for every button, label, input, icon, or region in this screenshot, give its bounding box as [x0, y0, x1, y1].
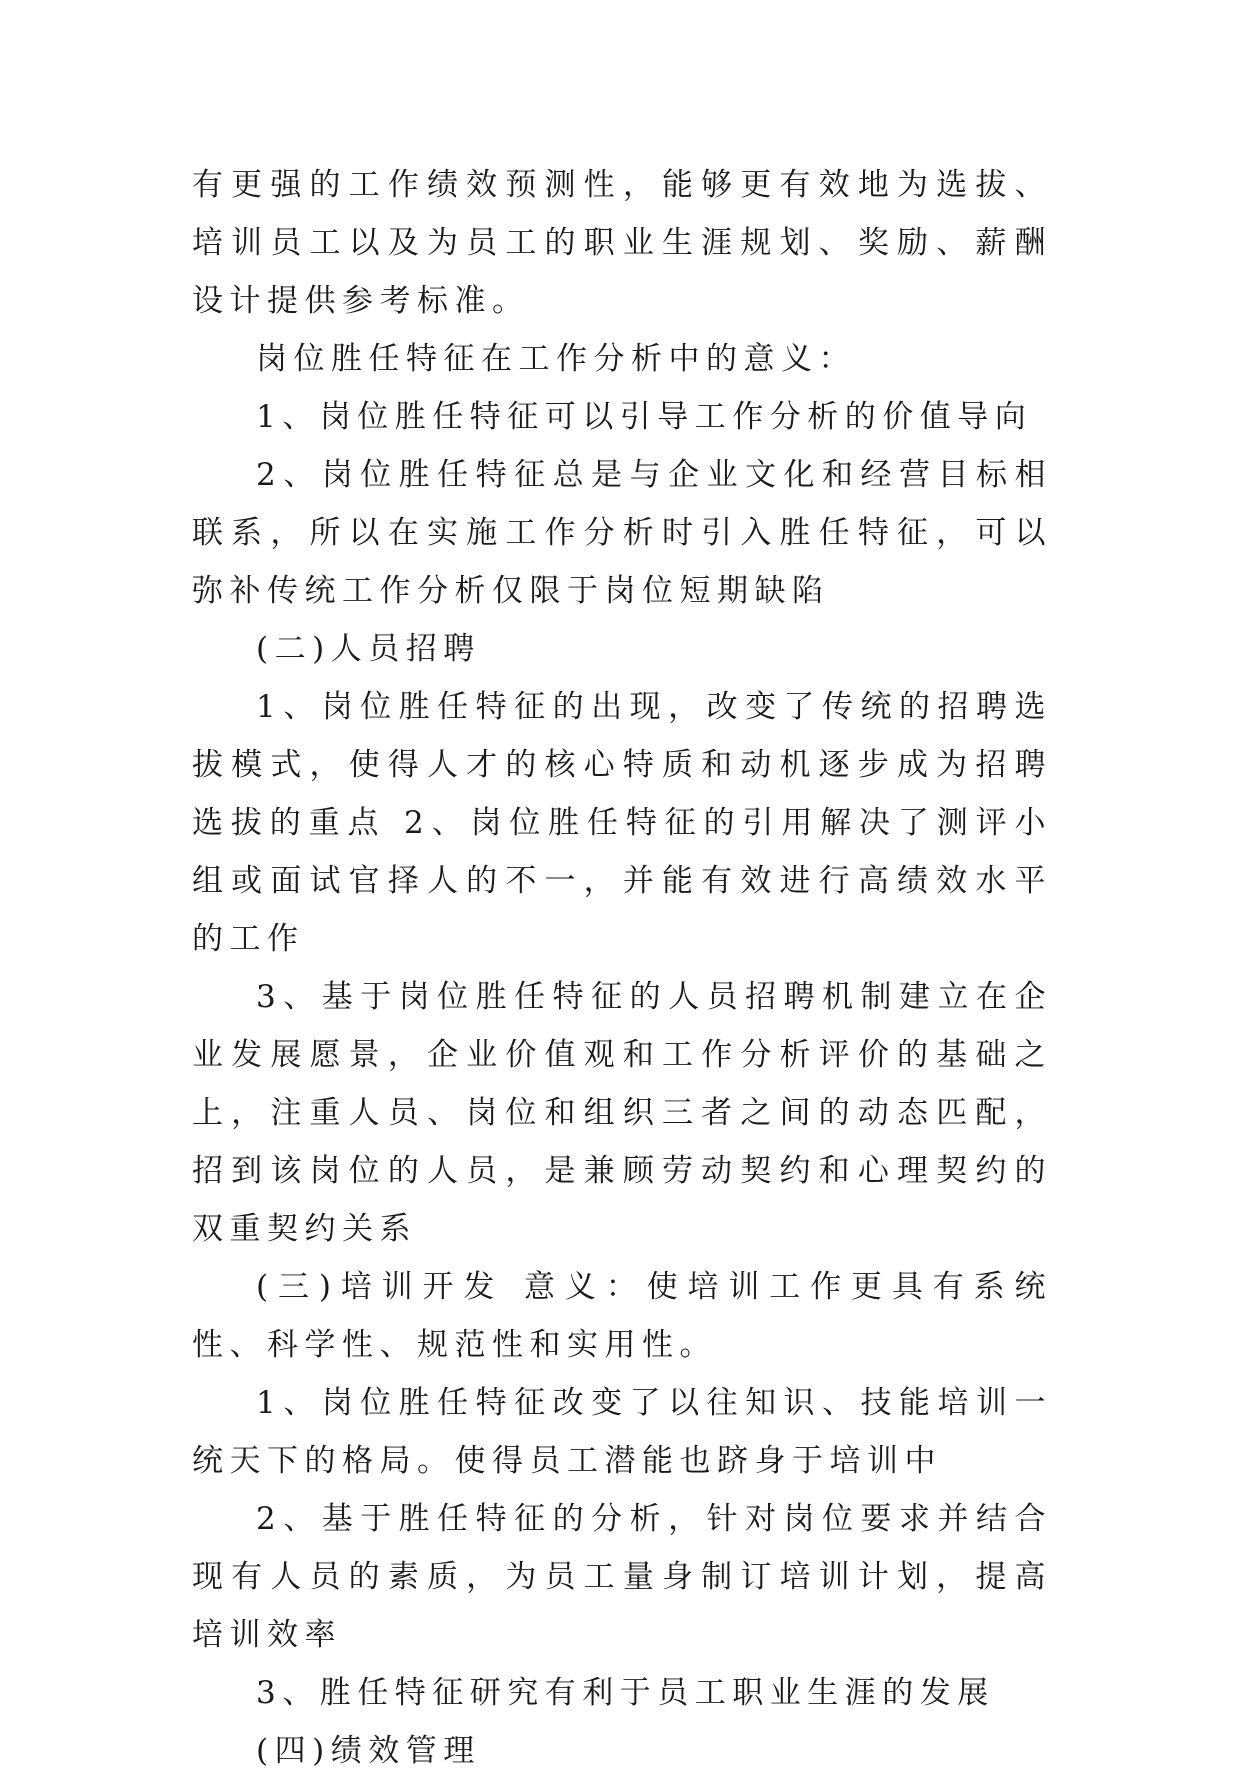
list-item: 3、胜任特征研究有利于员工职业生涯的发展	[256, 1675, 995, 1711]
document-body	[192, 156, 1052, 1780]
paragraph: 岗位胜任特征在工作分析中的意义：	[256, 341, 856, 377]
list-item: 2、基于胜任特征的分析，针对岗位要求并结合现有人员的素质，为员工量身制订培训计划，提高培训效率	[192, 1501, 1052, 1653]
paragraph: 有更强的工作绩效预测性，能够更有效地为选拔、培训员工以及为员工的职业生涯规划、奖励、薪酬设计提供参考标准。	[192, 167, 1052, 319]
list-item: 1、岗位胜任特征改变了以往知识、技能培训一统天下的格局。使得员工潜能也跻身于培训中	[192, 1385, 1052, 1479]
list-item: 3、基于岗位胜任特征的人员招聘机制建立在企业发展愿景，企业价值观和工作分析评价的基础之上，注重人员、岗位和组织三者之间的动态匹配，招到该岗位的人员，是兼顾劳动契约和心理契约的双重契约关系	[192, 979, 1052, 1247]
list-item: 1、岗位胜任特征可以引导工作分析的价值导向	[256, 399, 1033, 435]
list-item: 1、岗位胜任特征的出现，改变了传统的招聘选拔模式，使得人才的核心特质和动机逐步成为招聘选拔的重点 2、岗位胜任特征的引用解决了测评小组或面试官择人的不一，并能有效进行高绩效水平的工作	[192, 689, 1052, 957]
section-heading: (三)培训开发 意义：使培训工作更具有系统性、科学性、规范性和实用性。	[192, 1269, 1052, 1363]
section-heading: (二)人员招聘	[256, 631, 481, 667]
section-heading: (四)绩效管理	[256, 1733, 481, 1769]
list-item: 2、岗位胜任特征总是与企业文化和经营目标相联系，所以在实施工作分析时引入胜任特征，可以弥补传统工作分析仅限于岗位短期缺陷	[192, 457, 1052, 609]
